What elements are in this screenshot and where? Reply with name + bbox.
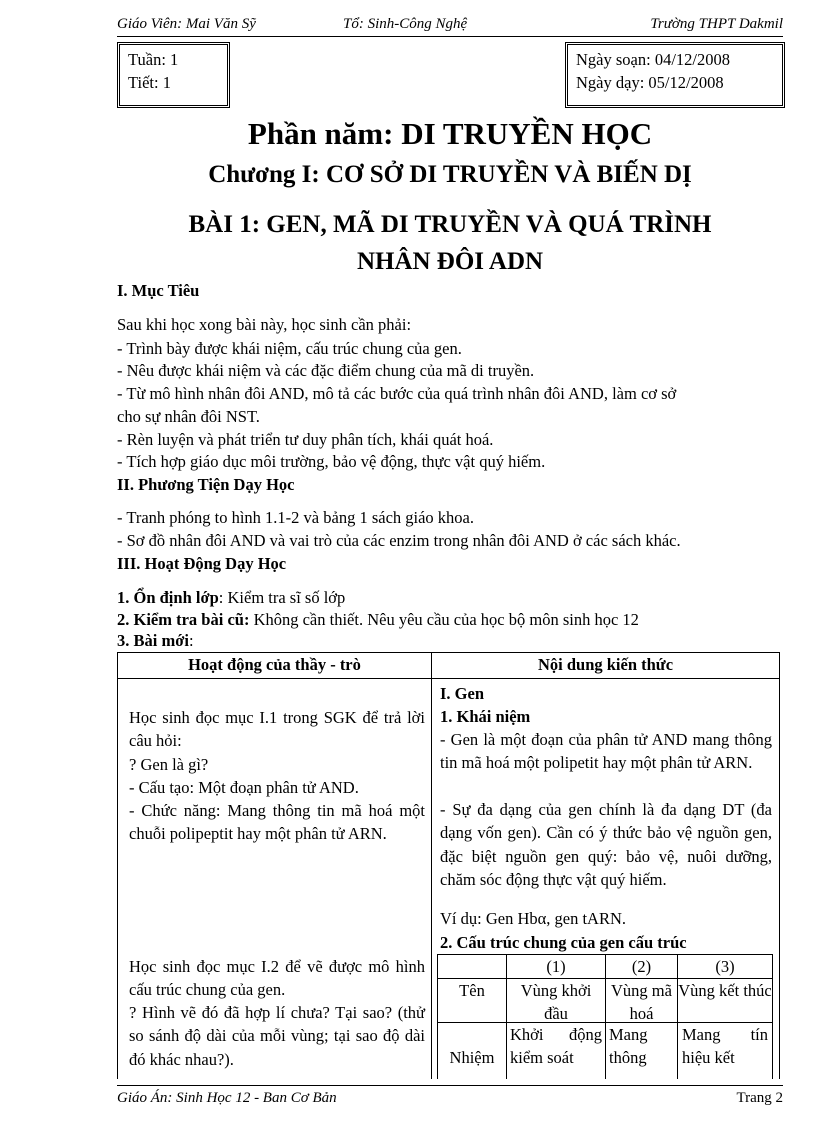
page-header [117,14,783,37]
table-header-content: Nội dung kiến thức [537,655,674,674]
objective-item: - Trình bày được khái niệm, cấu trúc chung của gen. [117,339,462,358]
footer-page-number: Trang 2 [736,1090,783,1106]
step-3 [117,631,194,651]
header-department: Tổ: Sinh-Công Nghệ [343,16,468,32]
header-teacher: Giáo Viên: Mai Văn Sỹ [117,16,256,32]
objective-item: - Rèn luyện và phát triển tư duy phân tích, khái quát hoá. [117,430,494,449]
lesson-title-line2: NHÂN ĐÔI ADN [356,248,544,275]
inner-cell: Khởi động kiểm soát [510,1025,602,1067]
objective-item: - Từ mô hình nhân đôi AND, mô tả các bước của quá trình nhân đôi AND, làm cơ sở [117,384,677,403]
table-header-divider [118,678,779,679]
content-example: Ví dụ: Gen Hbα, gen tARN. [440,909,627,928]
inner-cell: Mang thông [609,1025,648,1067]
step-2-text: Không cần thiết. Nêu yêu cầu của học bộ môn sinh học 12 [249,610,639,629]
inner-row-label-name: Tên [459,981,485,1000]
inner-cell: Vùng kết thúc [678,981,772,1000]
objective-item: cho sự nhân đôi NST. [117,407,260,426]
teach-date: Ngày dạy: 05/12/2008 [576,73,724,92]
gene-structure-table [437,954,773,1079]
step-1-text: : Kiểm tra sĩ số lớp [218,588,346,607]
chapter-title: Chương I: CƠ SỞ DI TRUYỀN VÀ BIẾN DỊ [208,161,692,188]
step-2 [117,610,639,630]
objective-item: - Tích hợp giáo dục môi trường, bảo vệ động, thực vật quý hiếm. [117,452,546,471]
week: Tuần: 1 [128,50,179,69]
inner-col-number: (3) [715,957,735,976]
content-heading-concept: 1. Khái niệm [440,707,531,726]
left-block-1: Học sinh đọc mục I.1 trong SGK để trả lời câu hỏi: [129,708,425,751]
left-block-2: Học sinh đọc mục I.2 để vẽ được mô hình cấu trúc chung của gen. [129,957,425,1000]
step-1 [117,588,345,608]
material-item: - Tranh phóng to hình 1.1-2 và bảng 1 sách giáo khoa. [117,508,474,527]
left-question: - Cấu tạo: Một đoạn phân tử AND. [129,778,359,797]
period: Tiết: 1 [128,73,171,92]
inner-cell: Vùng khởi đầu [520,981,592,1023]
step-1-label: 1. Ổn định lớp [117,588,219,607]
table-header-activities: Hoạt động của thầy - trò [188,655,361,674]
objective-item: - Nêu được khái niệm và các đặc điểm chung của mã di truyền. [117,361,535,380]
part-title: Phần năm: DI TRUYỀN HỌC [247,116,653,151]
content-heading-gen: I. Gen [440,684,485,703]
header-school: Trường THPT Dakmil [650,16,783,32]
week-period-box [117,42,230,108]
step-2-label: 2. Kiểm tra bài cũ: [117,610,250,629]
prep-date: Ngày soạn: 04/12/2008 [576,50,730,69]
material-item: - Sơ đồ nhân đôi AND và vai trò của các enzim trong nhân đôi AND ở các sách khác. [117,531,681,550]
left-question: - Chức năng: Mang thông tin mã hoá một chuỗi polipeptit hay một phân tử ARN. [129,801,425,844]
lesson-title-line1: BÀI 1: GEN, MÃ DI TRUYỀN VÀ QUÁ TRÌNH [188,211,712,238]
content-paragraph: - Gen là một đoạn của phân tử AND mang thông tin mã hoá một polipetit hay một phân tử ARN. [440,730,772,773]
footer-title: Giáo Án: Sinh Học 12 - Ban Cơ Bản [117,1090,337,1106]
step-3-colon: : [188,631,194,650]
step-3-label: 3. Bài mới [117,631,189,650]
date-box [565,42,785,108]
inner-row-label-role: Nhiệm [449,1048,495,1067]
objectives-intro: Sau khi học xong bài này, học sinh cần phải: [117,315,412,334]
content-paragraph: - Sự đa dạng của gen chính là đa dạng DT (đa dạng vốn gen). Cần có ý thức bảo vệ nguồn gen, đặc biệt nguồn gen quý: bảo vệ, nuôi dưỡng, chăm sóc động thực vật quý hiếm. [440,800,772,889]
content-heading-structure: 2. Cấu trúc chung của gen cấu trúc [440,933,687,952]
inner-cell: Vùng mã hoá [611,981,672,1023]
left-question: ? Gen là gì? [129,755,209,774]
objectives-heading: I. Mục Tiêu [117,281,200,300]
materials-heading: II. Phương Tiện Dạy Học [117,475,295,494]
inner-col-number: (1) [546,957,566,976]
left-question: ? Hình vẽ đó đã hợp lí chưa? Tại sao? (thử so sánh độ dài của mỗi vùng; tại sao độ dài đó khác nhau?). [129,1003,425,1069]
activities-heading: III. Hoạt Động Dạy Học [117,554,287,573]
table-column-divider [431,653,432,1079]
inner-cell: Mang tín hiệu kết [682,1025,768,1067]
inner-col-number: (2) [631,957,652,976]
page-footer [117,1085,783,1108]
